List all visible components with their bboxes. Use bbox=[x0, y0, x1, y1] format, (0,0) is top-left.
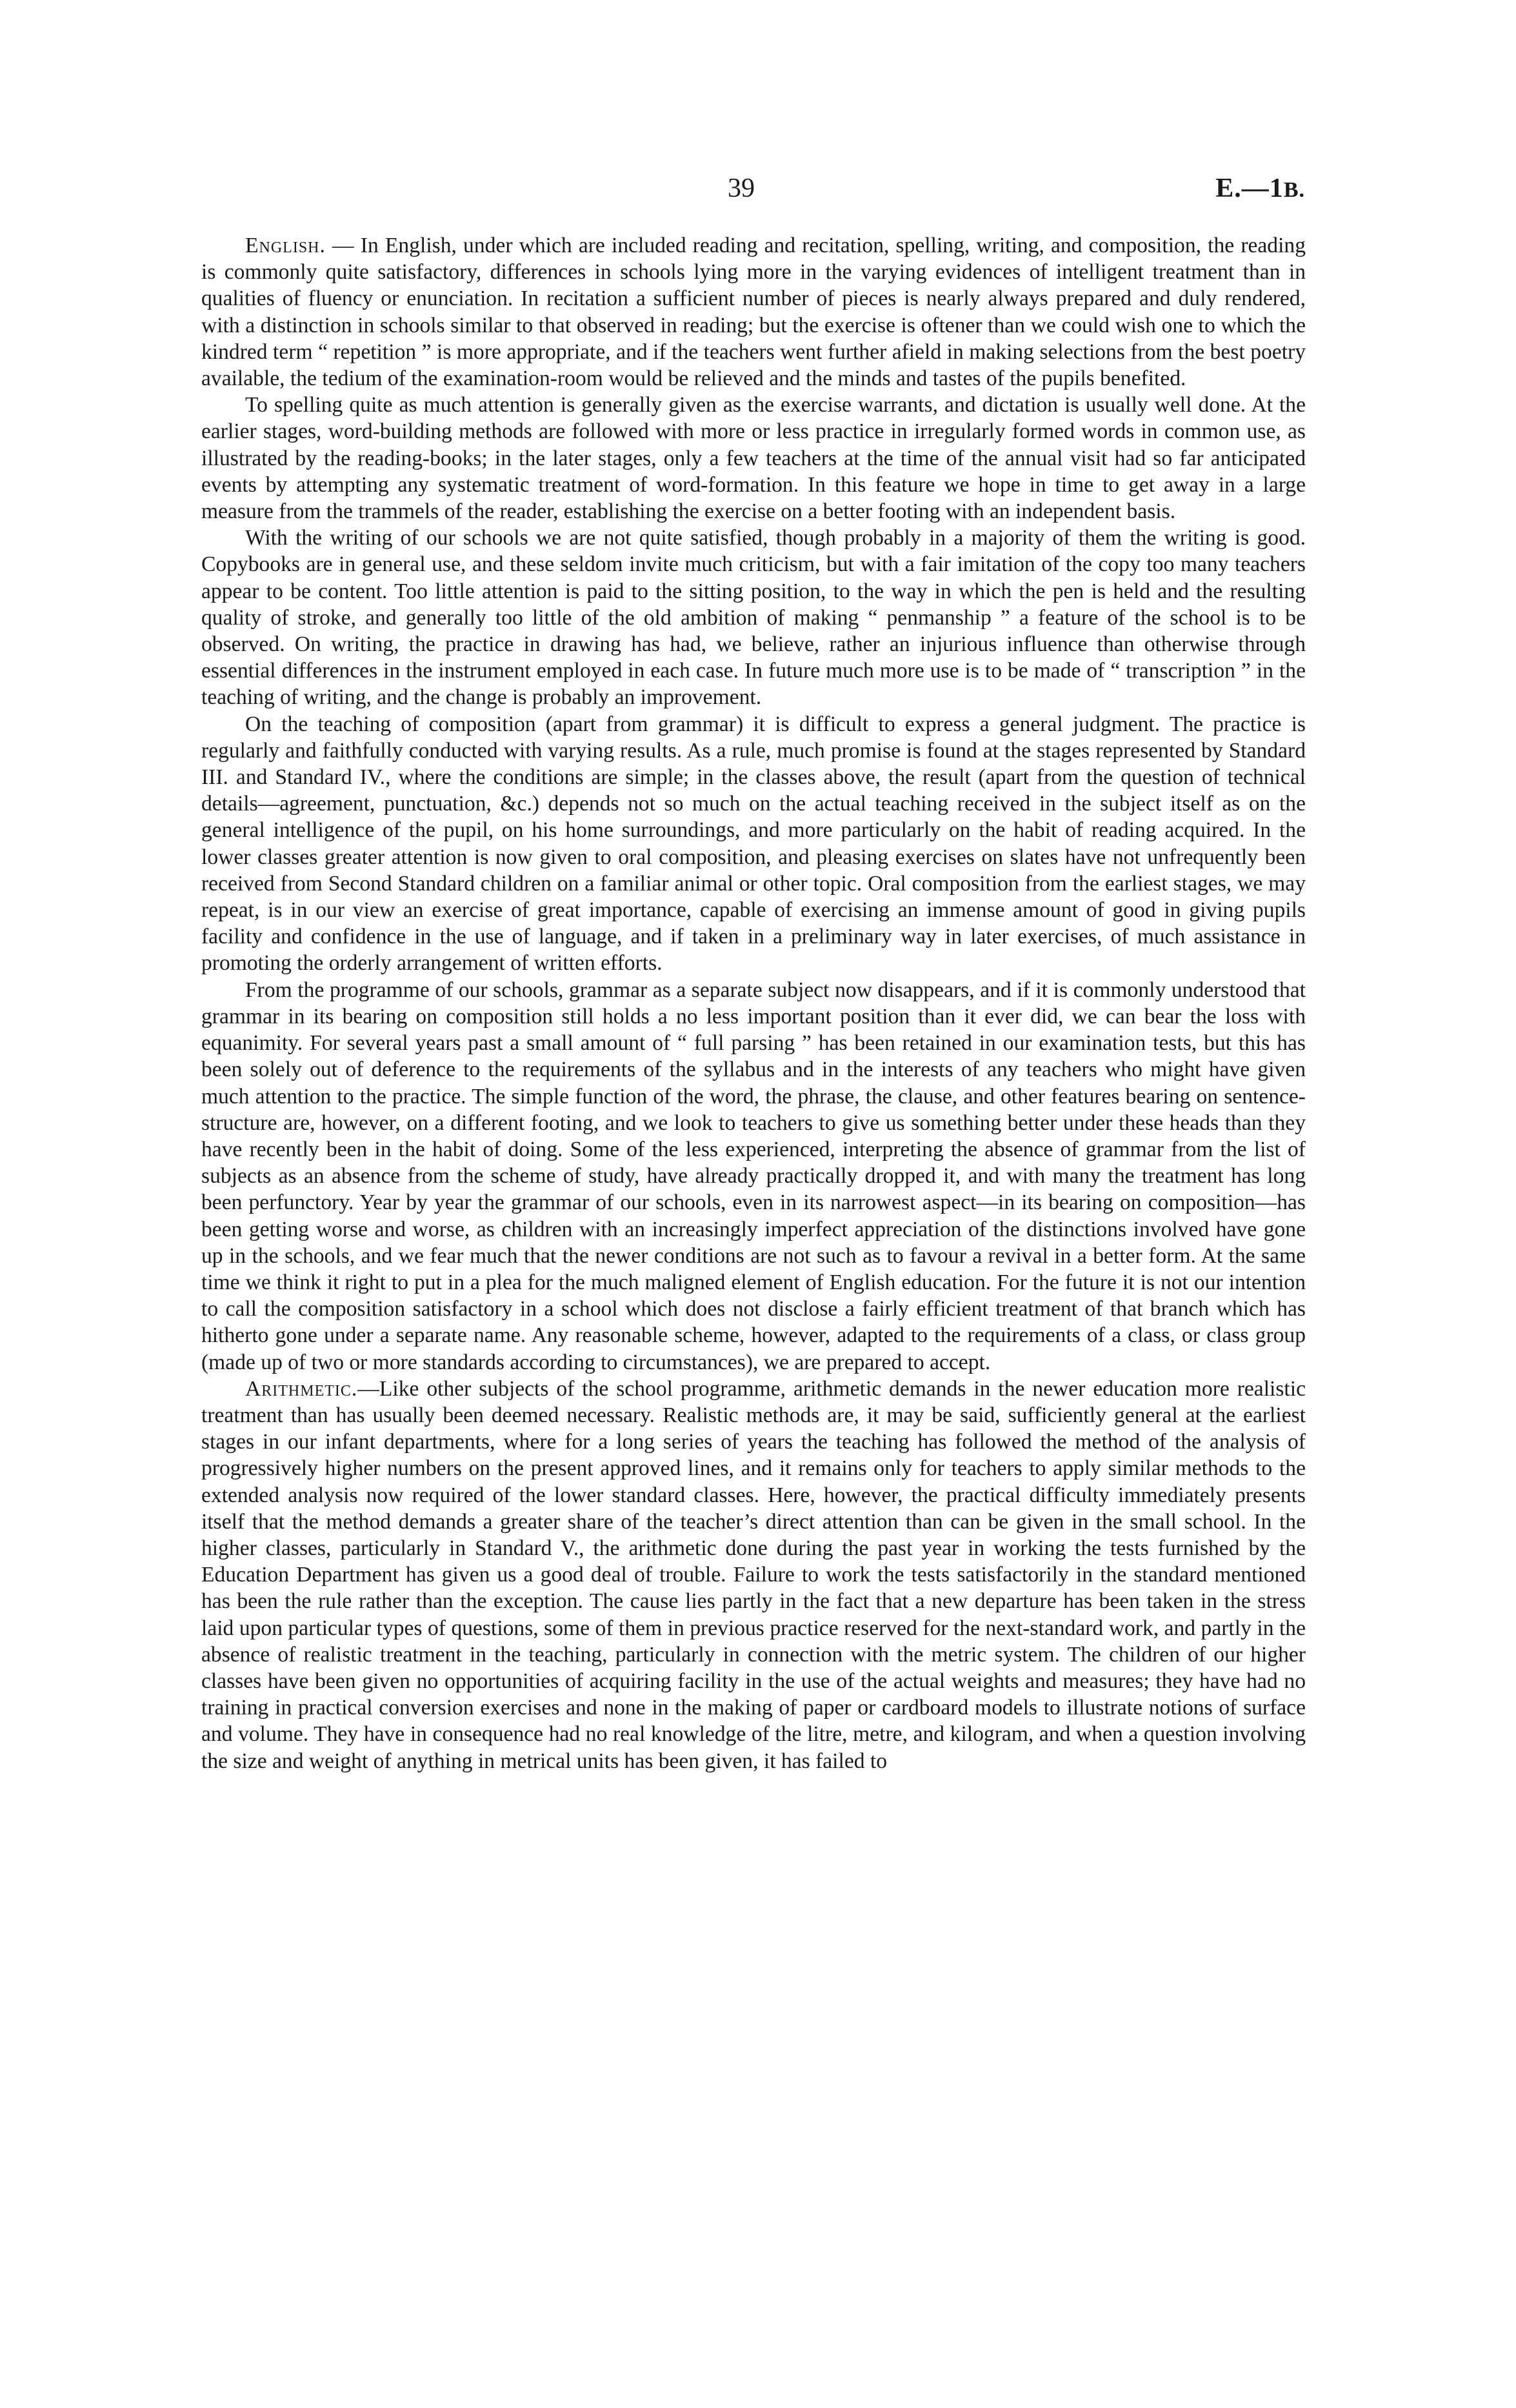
page-number: 39 bbox=[728, 174, 755, 203]
paragraph-text: With the writing of our schools we are not quite satisfied, though probably in a majority of them the writing is good. Copybooks are in general use, and these seldom invite much criticism, but with a fair imitation of the copy too many teachers appear to be content. Too little attention is paid to the sitting position, to the way in which the pen is held and the resulting quality of stroke, and generally too little of the old ambition of making “ penmanship ” a feature of the school is to be observed. On writing, the practice in drawing has had, we believe, rather an injurious influence than otherwise through essential differences in the instrument employed in each case. In future much more use is to be made of “ transcription ” in the teaching of writing, and the change is probably an improvement. bbox=[201, 526, 1306, 710]
section-heading-arithmetic: Arithmetic. bbox=[245, 1376, 358, 1401]
paragraph-arithmetic bbox=[201, 1376, 1306, 1774]
paragraph-writing bbox=[201, 525, 1306, 710]
document-reference bbox=[1215, 169, 1305, 210]
paragraph-text: —Like other subjects of the school programme, arithmetic demands in the newer education more realistic treatment than has usually been deemed necessary. Realistic methods are, it may be said, sufficiently general at the earliest stages in our infant departments, where for a long series of years the teaching has followed the method of the analysis of progressively higher numbers on the present approved lines, and it remains only for teachers to apply similar methods to the extended analysis now required of the lower standard classes. Here, however, the practical difficulty immediately presents itself that the method demands a greater share of the teacher’s direct attention than can be given in the small school. In the higher classes, particularly in Standard V., the arithmetic done during the past year in working the tests furnished by the Education Department has given us a good deal of trouble. Failure to work the tests satisfactorily in the standard mentioned has been the rule rather than the exception. The cause lies partly in the fact that a new departure has been taken in the stress laid upon particular types of questions, some of them in previous practice reserved for the next-standard work, and partly in the absence of realistic treatment in the teaching, particularly in connection with the metric system. The children of our higher classes have been given no opportunities of acquiring facility in the use of the actual weights and measures; they have had no training in practical conversion exercises and none in the making of paper or cardboard models to illustrate notions of surface and volume. They have in consequence had no real knowledge of the litre, metre, and kilogram, and when a question involving the size and weight of anything in metrical units has been given, it has failed to bbox=[201, 1376, 1306, 1773]
document-reference-suffix: B. bbox=[1283, 178, 1305, 202]
paragraph-grammar bbox=[201, 977, 1306, 1376]
section-heading-english: English. bbox=[245, 234, 326, 257]
paragraph-english bbox=[201, 232, 1306, 392]
body-text bbox=[201, 232, 1306, 2245]
paragraph-text: — In English, under which are included reading and recitation, spelling, writing, and composition, the reading is commonly quite satisfactory, differences in schools lying more in the varying evidences of intelligent treatment than in qualities of fluency or enunciation. In recitation a sufficient number of pieces is nearly always prepared and duly rendered, with a distinction in schools similar to that observed in reading; but the exercise is oftener than we could wish one to which the kindred term “ repetition ” is more appropriate, and if the teachers went further afield in making selections from the best poetry available, the tedium of the examination-room would be relieved and the minds and tastes of the pupils benefited. bbox=[201, 234, 1306, 391]
paragraph-text: On the teaching of composition (apart from grammar) it is difficult to express a general judgment. The practice is regularly and faithfully conducted with varying results. As a rule, much promise is found at the stages represented by Standard III. and Standard IV., where the conditions are simple; in the classes above, the result (apart from the question of technical details—agreement, punctuation, &c.) depends not so much on the actual teaching received in the subject itself as on the general intelligence of the pupil, on his home surroundings, and more particularly on the habit of reading acquired. In the lower classes greater attention is now given to oral composition, and pleasing exercises on slates have not unfrequently been received from Second Standard children on a familiar animal or other topic. Oral composition from the earliest stages, we may repeat, is in our view an exercise of great importance, capable of exercising an immense amount of good in giving pupils facility and confidence in the use of language, and if taken in a preliminary way in later exercises, of much assistance in promoting the orderly arrangement of written efforts. bbox=[201, 712, 1306, 976]
page-header bbox=[0, 169, 1516, 208]
paragraph-composition bbox=[201, 711, 1306, 977]
paragraph-text: From the programme of our schools, grammar as a separate subject now disappears, and if it is commonly understood that grammar in its bearing on composition still holds a no less important position than it ever did, we can bear the loss with equanimity. For several years past a small amount of “ full parsing ” has been retained in our examination tests, but this has been solely out of deference to the requirements of the syllabus and in the interests of any teachers who might have given much attention to the practice. The simple function of the word, the phrase, the clause, and other features bearing on sentence-structure are, however, on a different footing, and we look to teachers to give us something better under these heads than they have recently been in the habit of doing. Some of the less experienced, interpreting the absence of grammar from the list of subjects as an absence from the scheme of study, have already practically dropped it, and with many the treatment has long been perfunctory. Year by year the grammar of our schools, even in its narrowest aspect—in its bearing on composition—has been getting worse and worse, as children with an increasingly imperfect appreciation of the distinctions involved have gone up in the schools, and we fear much that the newer conditions are not such as to favour a revival in a better form. At the same time we think it right to put in a plea for the much maligned element of English education. For the future it is not our intention to call the composition satisfactory in a school which does not disclose a fairly efficient treatment of that branch which has hitherto gone under a separate name. Any reasonable scheme, however, adapted to the requirements of a class, or class group (made up of two or more standards according to circumstances), we are prepared to accept. bbox=[201, 978, 1306, 1374]
document-reference-main: E.—1 bbox=[1215, 174, 1284, 203]
paragraph-spelling bbox=[201, 392, 1306, 525]
paragraph-text: To spelling quite as much attention is generally given as the exercise warrants, and dictation is usually well done. At the earlier stages, word-building methods are followed with more or less practice in irregularly formed words in common use, as illustrated by the reading-books; in the later stages, only a few teachers at the time of the annual visit had so far anticipated events by attempting any systematic treatment of word-formation. In this feature we hope in time to get away in a large measure from the trammels of the reader, establishing the exercise on a better footing with an independent basis. bbox=[201, 393, 1306, 524]
